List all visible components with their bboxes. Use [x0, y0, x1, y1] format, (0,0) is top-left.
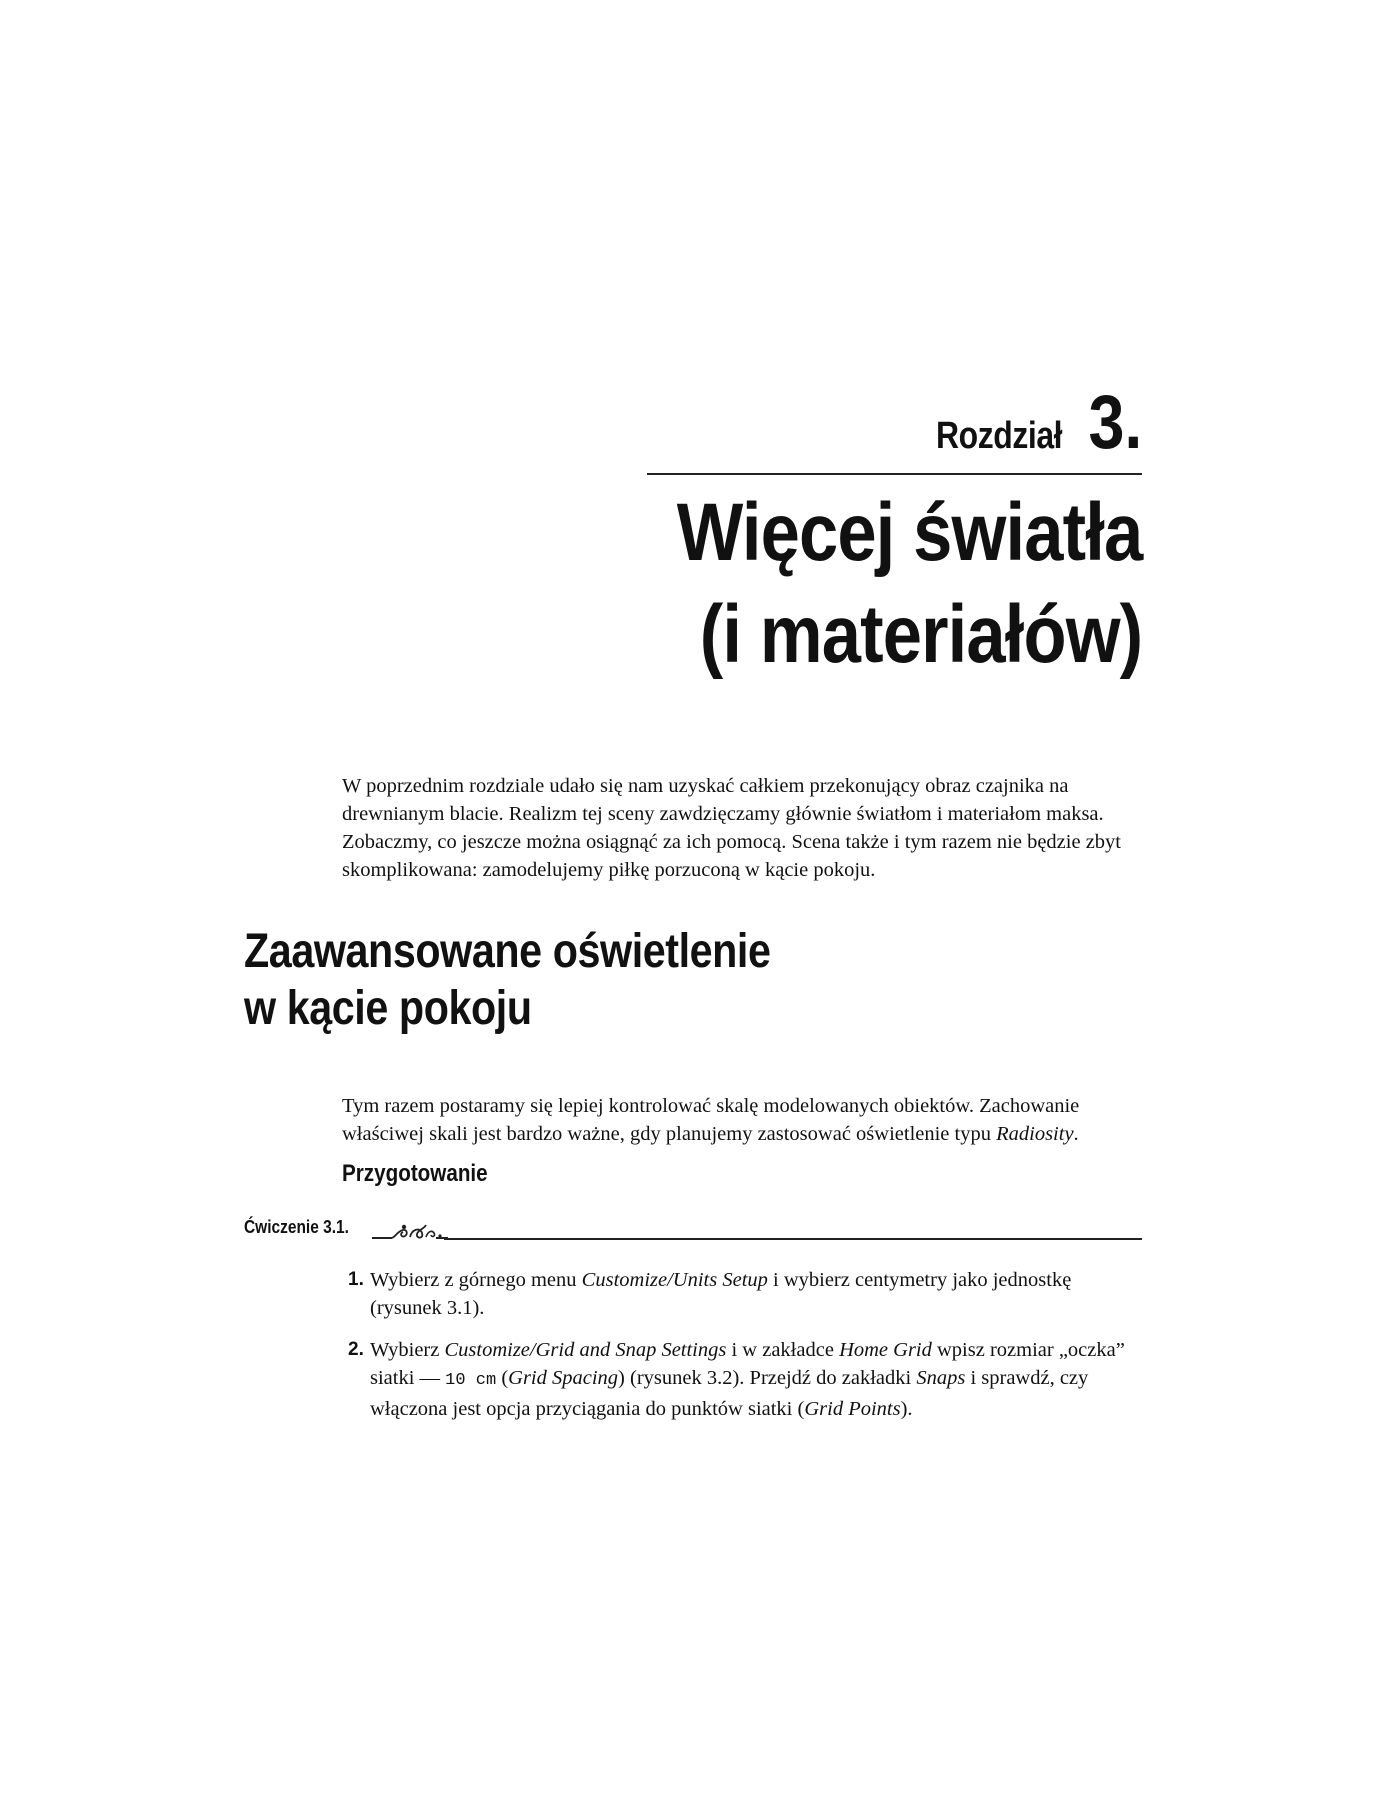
- section-paragraph-term: Radiosity: [996, 1122, 1074, 1145]
- exercise-divider: [444, 1238, 1142, 1240]
- chapter-divider: [647, 473, 1142, 475]
- menu-path: Customize/Units Setup: [581, 1269, 768, 1291]
- step-number: 1.: [348, 1269, 364, 1290]
- step-text: Wybierz z górnego menu Customize/Units Setup i wybierz centymetry jako jednostkę (rysunek 3.1).: [370, 1269, 1072, 1319]
- step-number: 2.: [348, 1339, 364, 1360]
- menu-path: Customize/Grid and Snap Settings: [444, 1339, 727, 1361]
- list-item: [348, 1336, 1130, 1423]
- section-title-line-1: Zaawansowane oświetlenie: [244, 925, 771, 978]
- option-name: Grid Points: [804, 1398, 901, 1420]
- code-value: 10 cm: [445, 1371, 497, 1390]
- chapter-label: Rozdział: [936, 415, 1063, 457]
- exercise-label: Ćwiczenie 3.1.: [244, 1217, 349, 1237]
- section-title: [244, 923, 1044, 1037]
- section-paragraph: [342, 1092, 1142, 1148]
- chapter-title-line-2: (i materiałów): [699, 589, 1142, 680]
- section-paragraph-end: .: [1073, 1122, 1079, 1145]
- chapter-heading: [912, 380, 1142, 465]
- step-text: Wybierz Customize/Grid and Snap Settings i w zakładce Home Grid wpisz rozmiar „oczka” siatki — 10 cm (Grid Spacing) (rysunek 3.2). Przejdź do zakładki Snaps i sprawdź, czy włączona jest opcja przyciągania do punktów siatki (Grid Points).: [370, 1339, 1125, 1420]
- list-item: [348, 1266, 1130, 1322]
- chapter-number: 3.: [1088, 380, 1142, 465]
- intro-paragraph: W poprzednim rozdziale udało się nam uzyskać całkiem przekonujący obraz czajnika na drewnianym blacie. Realizm tej sceny zawdzięczamy głównie światłom i materiałom maksa. Zobaczmy, co jeszcze można osiągnąć za ich pomocą. Scena także i tym razem nie będzie zbyt skomplikowana: zamodelujemy piłkę porzuconą w kącie pokoju.: [342, 774, 1121, 881]
- chapter-title: [601, 482, 1142, 686]
- tab-name: Home Grid: [839, 1339, 932, 1361]
- option-name: Grid Spacing: [508, 1367, 619, 1389]
- exercise-steps: [348, 1266, 1130, 1437]
- exercise-header: [244, 1217, 1142, 1247]
- chapter-title-line-1: Więcej światła: [676, 487, 1142, 578]
- flourish-ornament-icon: [370, 1217, 450, 1243]
- tab-name: Snaps: [916, 1367, 966, 1389]
- subsection-title: Przygotowanie: [342, 1160, 488, 1187]
- section-title-line-2: w kącie pokoju: [244, 982, 532, 1035]
- section-paragraph-text: Tym razem postaramy się lepiej kontrolować skalę modelowanych obiektów. Zachowanie właściwej skali jest bardzo ważne, gdy planujemy zastosować oświetlenie typu: [342, 1094, 1080, 1145]
